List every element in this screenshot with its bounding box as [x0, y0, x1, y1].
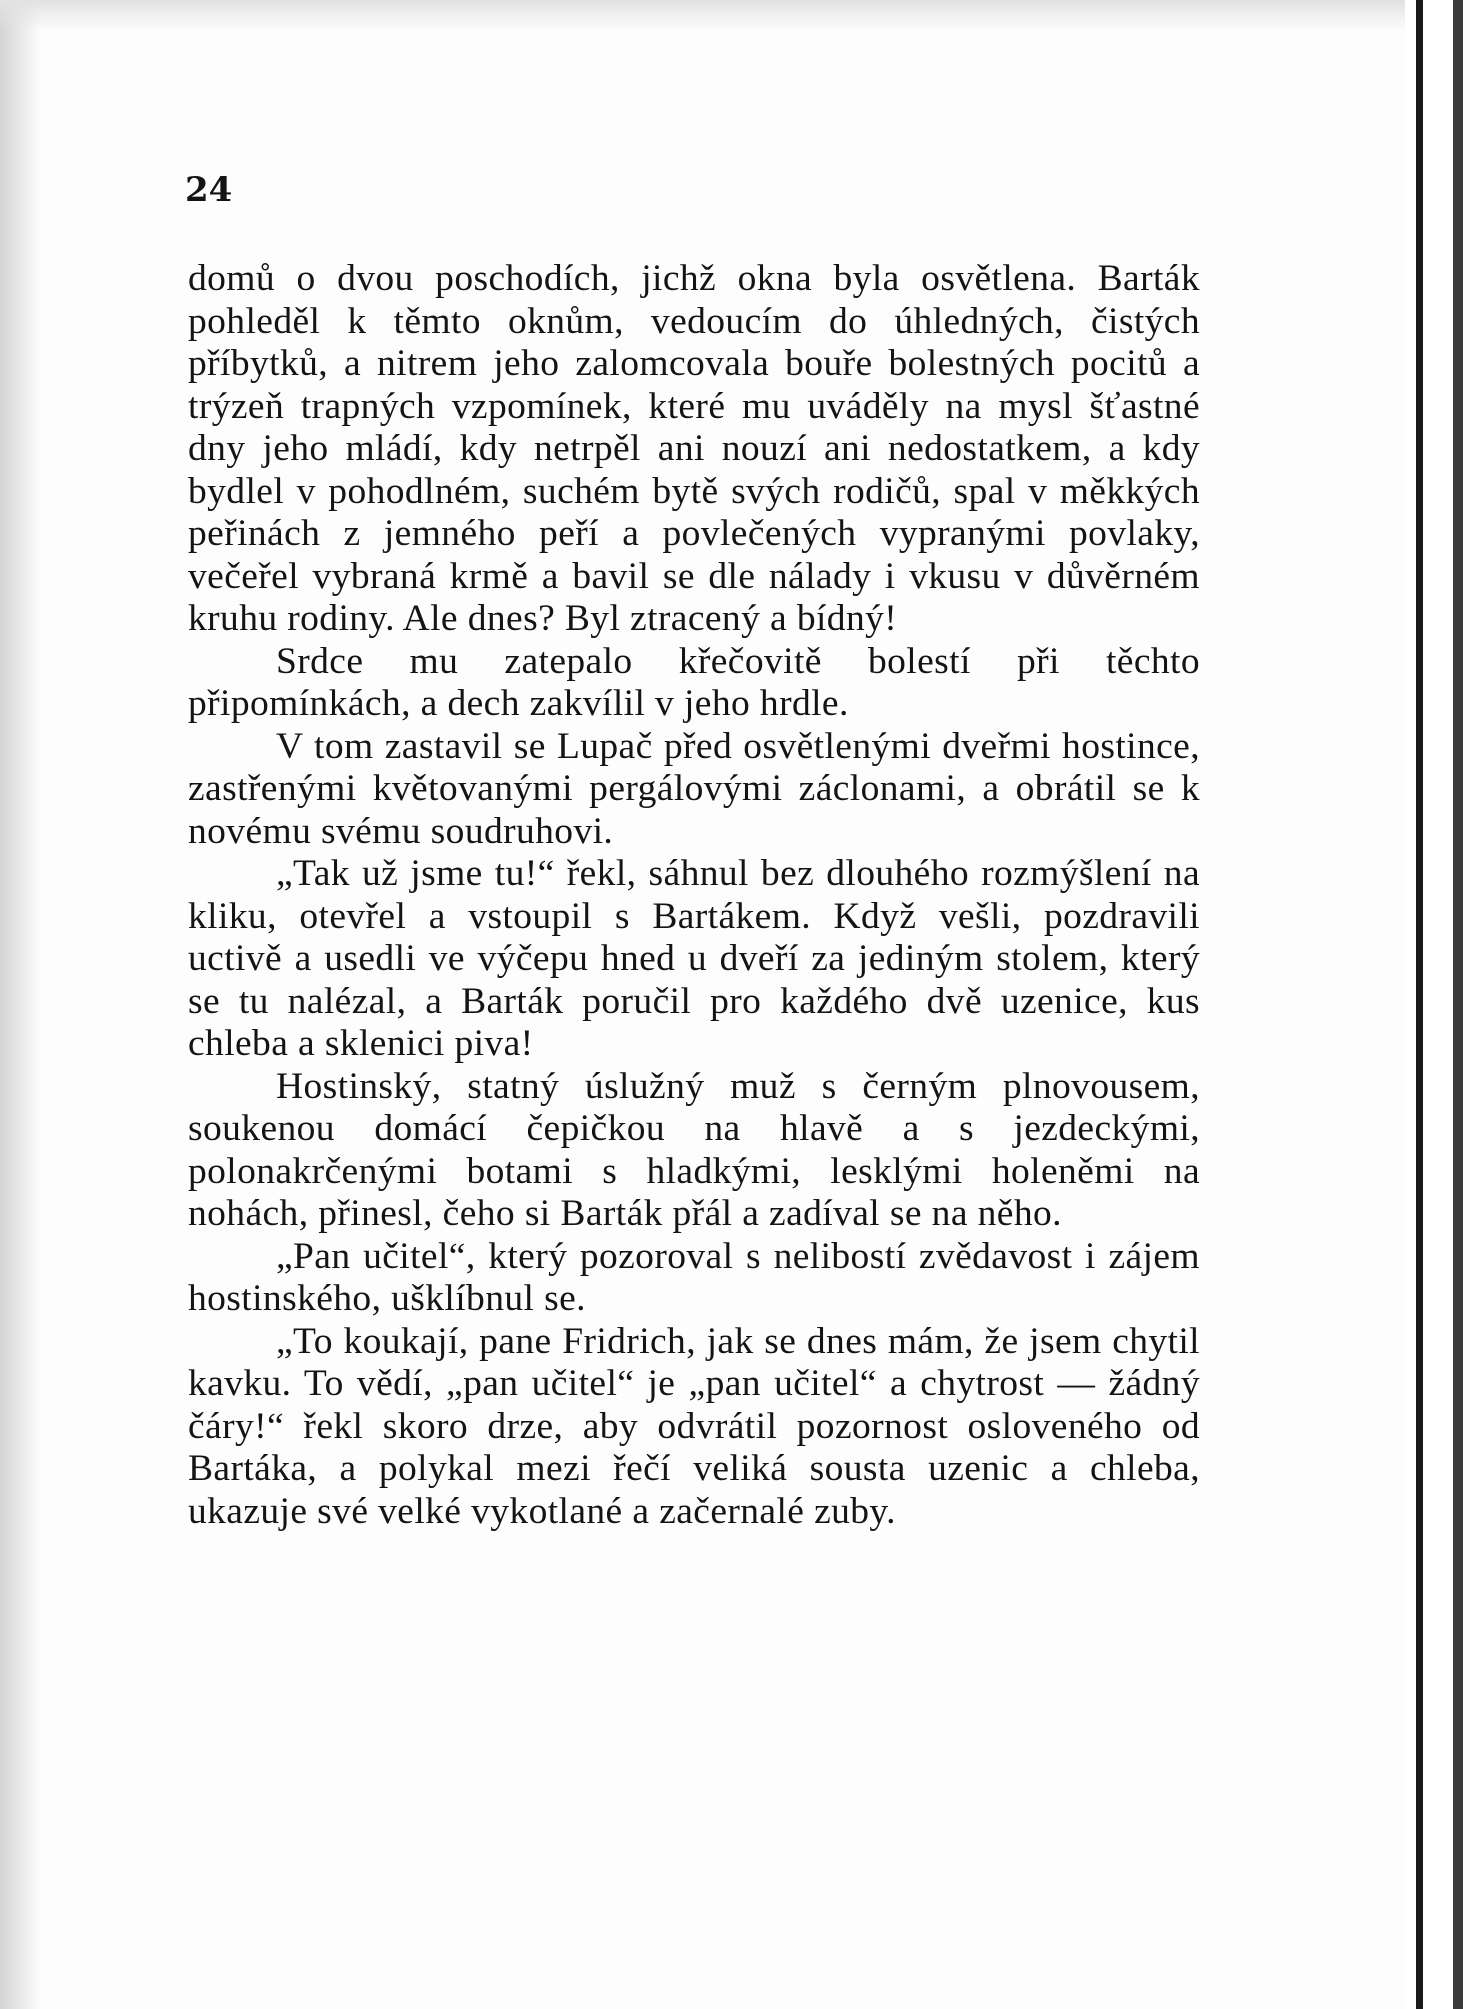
paragraph: „To koukají, pane Fridrich, jak se dnes mám, že jsem chytil kavku. To vědí, „pan učitel“ je „pan učitel“ a chytrost — žádný čáry!“ řekl skoro drze, aby odvrátil pozornost osloveného od Bartáka, a polykal mezi řečí veliká sousta uzenic a chleba, ukazuje své velké vykotlané a začernalé zuby. [188, 1320, 1200, 1532]
page-edge-shadow [0, 0, 40, 2009]
spine-edge [1416, 0, 1423, 2009]
spine-outer-edge [1453, 0, 1463, 2009]
paragraph: domů o dvou poschodích, jichž okna byla osvětlena. Barták pohleděl k těmto oknům, vedoucím do úhledných, čistých příbytků, a nitrem jeho zalomcovala bouře bolestných pocitů a trýzeň trapných vzpomínek, které mu uváděly na mysl šťastné dny jeho mládí, kdy netrpěl ani nouzí ani nedostatkem, a kdy bydlel v pohodlném, suchém bytě svých rodičů, spal v měkkých peřinách z jemného peří a povlečených vypranými povlaky, večeřel vybraná krmě a bavil se dle nálady i vkusu v důvěrném kruhu rodiny. Ale dnes? Byl ztracený a bídný! [188, 258, 1200, 639]
book-spine [1405, 0, 1463, 2009]
paragraph: „Pan učitel“, který pozoroval s nelibostí zvědavost i zájem hostinského, ušklíbnul se. [188, 1235, 1200, 1319]
paragraph: V tom zastavil se Lupač před osvětlenými dveřmi hostince, zastřenými květovanými pergálovými záclonami, a obrátil se k novému svému soudruhovi. [188, 725, 1200, 852]
page-top-shadow [0, 0, 1463, 32]
body-text [188, 258, 1200, 1533]
paragraph: „Tak už jsme tu!“ řekl, sáhnul bez dlouhého rozmýšlení na kliku, otevřel a vstoupil s Bartákem. Když vešli, pozdravili uctivě a usedli ve výčepu hned u dveří za jediným stolem, který se tu nalézal, a Barták poručil pro každého dvě uzenice, kus chleba a sklenici piva! [188, 853, 1200, 1064]
paragraph: Srdce mu zatepalo křečovitě bolestí při těchto připomínkách, a dech zakvílil v jeho hrdle. [188, 640, 1200, 724]
page-number: 24 [185, 170, 233, 210]
paragraph: Hostinský, statný úslužný muž s černým plnovousem, soukenou domácí čepičkou na hlavě a s jezdeckými, polonakrčenými botami s hladkými, lesklými holeněmi na nohách, přinesl, čeho si Barták přál a zadíval se na něho. [188, 1065, 1200, 1234]
